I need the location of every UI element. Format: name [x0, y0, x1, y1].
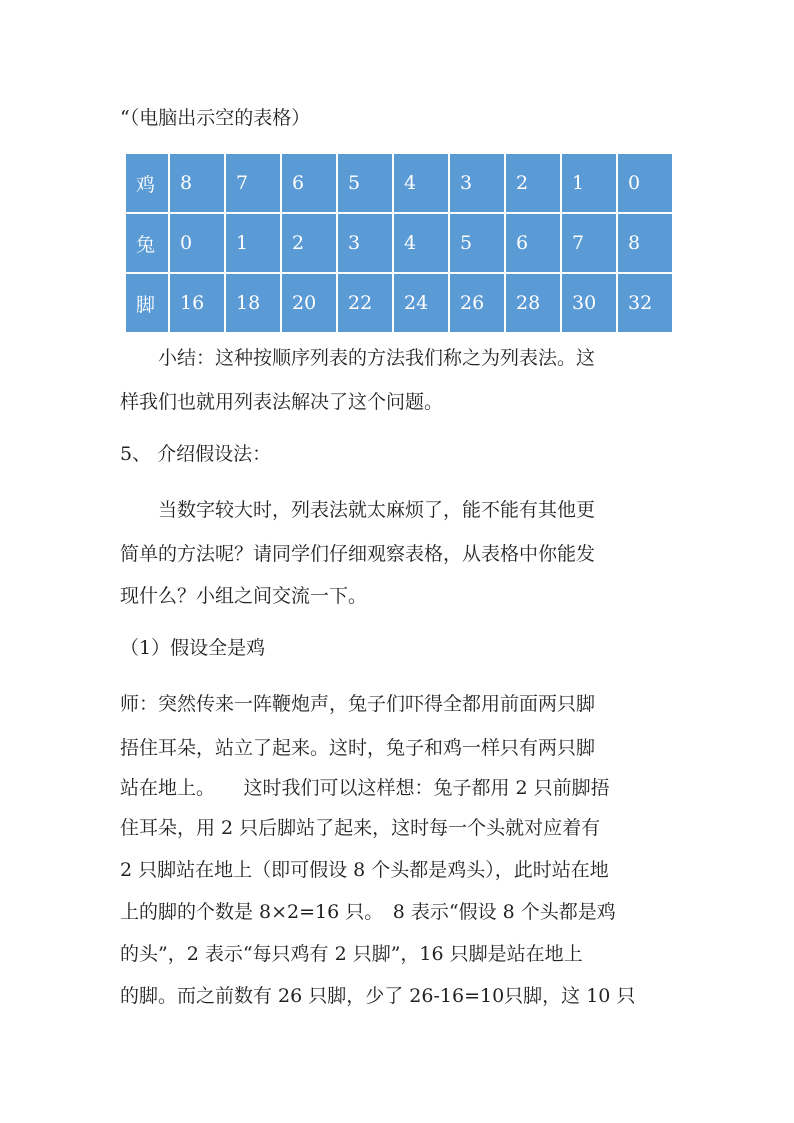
row-label-rabbit: 兔	[125, 213, 169, 273]
paragraph-line: 捂住耳朵，站立了起来。这时，兔子和鸡一样只有两只脚	[120, 737, 596, 759]
paragraph-line: 师：突然传来一阵鞭炮声，兔子们吓得全都用前面两只脚	[120, 693, 596, 715]
table-cell: 8	[617, 213, 673, 273]
table-cell: 24	[393, 273, 449, 333]
table-cell: 18	[225, 273, 281, 333]
table-cell: 6	[505, 213, 561, 273]
row-label-feet: 脚	[125, 273, 169, 333]
paragraph-line: 2 只脚站在地上（即可假设 8 个头都是鸡头），此时站在地	[120, 859, 609, 881]
table-cell: 1	[561, 153, 617, 213]
paragraph-line: 现什么？小组之间交流一下。	[120, 585, 368, 607]
row-label-chicken: 鸡	[125, 153, 169, 213]
table-cell: 3	[449, 153, 505, 213]
paragraph-line: 简单的方法呢？请同学们仔细观察表格，从表格中你能发	[120, 543, 596, 565]
table-cell: 30	[561, 273, 617, 333]
table-row-feet	[125, 273, 673, 333]
table-cell: 6	[281, 153, 337, 213]
summary-line-1: 小结：这种按顺序列表的方法我们称之为列表法。这	[120, 347, 596, 369]
chicken-rabbit-table	[124, 152, 674, 334]
table-cell: 2	[281, 213, 337, 273]
paragraph-line: 当数字较大时，列表法就太麻烦了，能不能有其他更	[120, 499, 596, 521]
table-cell: 5	[337, 153, 393, 213]
table-cell: 3	[337, 213, 393, 273]
table-cell: 2	[505, 153, 561, 213]
table-row-chicken	[125, 153, 673, 213]
section-heading: 5、 介绍假设法：	[120, 443, 272, 465]
table-cell: 8	[169, 153, 225, 213]
table-cell: 26	[449, 273, 505, 333]
table-cell: 28	[505, 273, 561, 333]
paragraph-line: 住耳朵，用 2 只后脚站了起来，这时每一个头就对应着有	[120, 817, 601, 839]
table-cell: 20	[281, 273, 337, 333]
paragraph-line: 站在地上。 这时我们可以这样想：兔子都用 2 只前脚捂	[120, 777, 610, 799]
paragraph-line: 的头”，2 表示“每只鸡有 2 只脚”，16 只脚是站在地上	[120, 943, 583, 965]
table-cell: 0	[617, 153, 673, 213]
intro-line: “（电脑出示空的表格）	[120, 107, 311, 129]
table-cell: 1	[225, 213, 281, 273]
summary-line-2: 样我们也就用列表法解决了这个问题。	[120, 391, 444, 413]
table-cell: 22	[337, 273, 393, 333]
table-cell: 0	[169, 213, 225, 273]
paragraph-line: 的脚。而之前数有 26 只脚，少了 26-16=10只脚，这 10 只	[120, 985, 636, 1007]
table-cell: 16	[169, 273, 225, 333]
table-cell: 32	[617, 273, 673, 333]
paragraph-line: 上的脚的个数是 8×2=16 只。 8 表示“假设 8 个头都是鸡	[120, 901, 616, 923]
table-cell: 4	[393, 213, 449, 273]
table-cell: 7	[561, 213, 617, 273]
table-row-rabbit	[125, 213, 673, 273]
table-cell: 7	[225, 153, 281, 213]
table-cell: 5	[449, 213, 505, 273]
subheading: （1）假设全是鸡	[120, 637, 266, 659]
table-cell: 4	[393, 153, 449, 213]
